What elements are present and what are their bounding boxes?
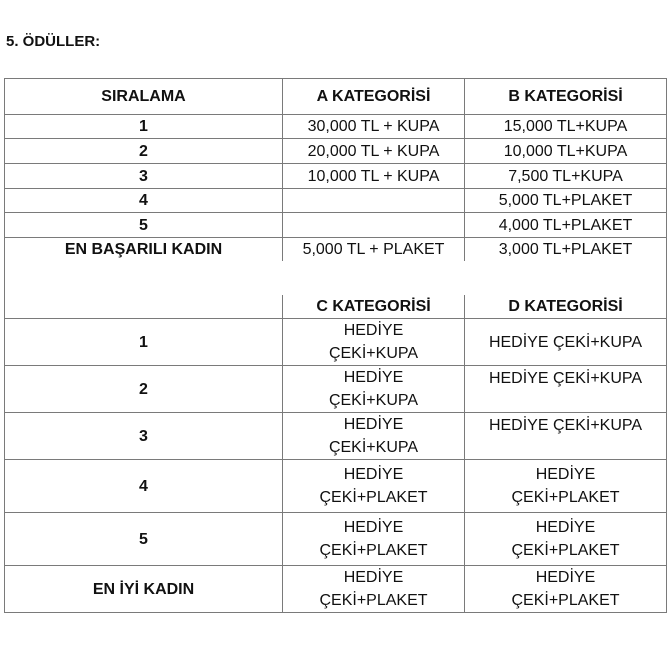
rank-cell: 3: [139, 167, 148, 185]
rank-cell: 1: [139, 333, 148, 351]
a-prize-cell: 20,000 TL + KUPA: [307, 142, 440, 160]
c-prize-cell: [283, 460, 464, 512]
rank-cell: 3: [139, 427, 148, 445]
a-prize-cell: 5,000 TL + PLAKET: [302, 241, 445, 258]
b-prize-cell: 10,000 TL+KUPA: [503, 142, 628, 160]
header-b-kategorisi: B KATEGORİSİ: [508, 88, 623, 105]
rank-cell: EN İYİ KADIN: [92, 580, 195, 598]
c-prize-line-1: HEDİYE: [343, 369, 404, 386]
c-prize-line-2: ÇEKİ+KUPA: [328, 345, 419, 362]
c-prize-cell: [283, 366, 464, 412]
b-prize-cell: 7,500 TL+KUPA: [508, 167, 623, 185]
header-c-kategorisi: C KATEGORİSİ: [316, 298, 431, 315]
c-prize-line-1: HEDİYE: [343, 322, 404, 339]
c-prize-line-2: ÇEKİ+KUPA: [328, 439, 419, 456]
d-prize-cell: HEDİYE ÇEKİ+KUPA: [488, 417, 643, 434]
c-prize-line-1: HEDİYE: [343, 519, 404, 536]
d-prize-cell: HEDİYE ÇEKİ+KUPA: [488, 370, 643, 387]
a-prize-cell: 10,000 TL + KUPA: [307, 167, 440, 185]
d-prize-line-2: ÇEKİ+PLAKET: [511, 489, 620, 506]
rank-cell: 5: [139, 216, 148, 234]
header-siralama: SIRALAMA: [101, 88, 186, 105]
table-border-bottom: [4, 612, 667, 613]
d-prize-cell: [465, 513, 666, 565]
d-prize-line-1: HEDİYE: [535, 569, 596, 586]
section-heading: 5. ÖDÜLLER:: [6, 33, 101, 50]
c-prize-cell: [283, 319, 464, 365]
header-d-kategorisi: D KATEGORİSİ: [508, 298, 623, 315]
c-prize-line-1: HEDİYE: [343, 569, 404, 586]
rank-cell: 1: [139, 118, 148, 135]
c-prize-cell: [283, 413, 464, 459]
c-prize-cell: [283, 566, 464, 612]
d-prize-line-1: HEDİYE: [535, 519, 596, 536]
c-prize-line-2: ÇEKİ+PLAKET: [319, 542, 428, 559]
d-prize-line-1: HEDİYE: [535, 466, 596, 483]
table-border-right: [666, 78, 667, 613]
c-prize-cell: [283, 513, 464, 565]
b-prize-cell: 5,000 TL+PLAKET: [498, 192, 633, 209]
d-prize-cell: [465, 460, 666, 512]
a-prize-cell: 30,000 TL + KUPA: [307, 118, 440, 135]
rank-cell: 4: [139, 477, 148, 495]
d-prize-line-2: ÇEKİ+PLAKET: [511, 592, 620, 609]
rank-cell: EN BAŞARILI KADIN: [64, 241, 223, 258]
header-a-kategorisi: A KATEGORİSİ: [316, 88, 431, 105]
c-prize-line-2: ÇEKİ+KUPA: [328, 392, 419, 409]
d-prize-line-2: ÇEKİ+PLAKET: [511, 542, 620, 559]
c-prize-line-1: HEDİYE: [343, 416, 404, 433]
d-prize-cell: HEDİYE ÇEKİ+KUPA: [488, 333, 643, 351]
b-prize-cell: 15,000 TL+KUPA: [503, 118, 628, 135]
b-prize-cell: 3,000 TL+PLAKET: [498, 241, 633, 258]
c-prize-line-2: ÇEKİ+PLAKET: [319, 592, 428, 609]
rank-cell: 4: [139, 192, 148, 209]
c-prize-line-1: HEDİYE: [343, 466, 404, 483]
d-prize-cell: [465, 566, 666, 612]
a-prize-cell: [283, 213, 464, 237]
rank-cell: 2: [139, 142, 148, 160]
b-prize-cell: 4,000 TL+PLAKET: [498, 216, 633, 234]
a-prize-cell: [283, 189, 464, 212]
rank-cell: 5: [139, 530, 148, 548]
rank-cell: 2: [139, 380, 148, 398]
c-prize-line-2: ÇEKİ+PLAKET: [319, 489, 428, 506]
